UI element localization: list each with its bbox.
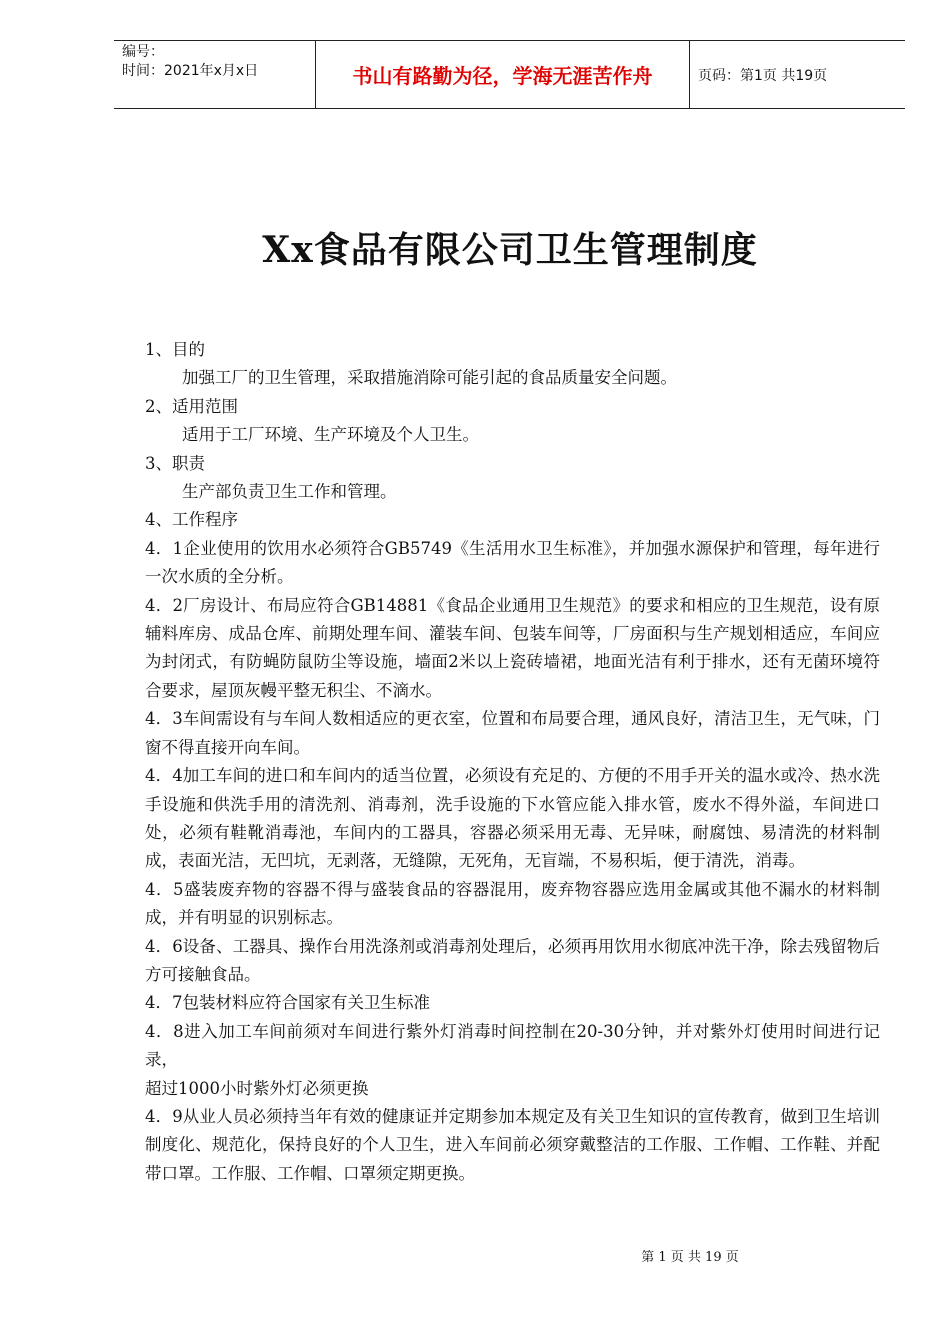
section-heading-procedure: 4、工作程序 — [145, 510, 238, 530]
doc-number-label: 编号： — [122, 44, 164, 60]
section-heading-scope: 2、适用范围 — [145, 396, 238, 416]
doc-date-label: 时间：2021年x月x日 — [122, 63, 259, 79]
section-text-purpose: 加强工厂的卫生管理，采取措施消除可能引起的食品质量安全问题。 — [182, 368, 677, 388]
section-text-responsibility: 生产部负责卫生工作和管理。 — [182, 482, 397, 502]
clause-4-5: 4．5盛装废弃物的容器不得与盛装食品的容器混用，废弃物容器应选用金属或其他不漏水的材料制成，并有明显的识别标志。 — [145, 879, 880, 928]
section-heading-responsibility: 3、职责 — [145, 453, 205, 473]
page-footer: 第 1 页 共 19 页 — [641, 1250, 739, 1265]
document-title: Xx食品有限公司卫生管理制度 — [262, 229, 758, 271]
clause-4-4: 4．4加工车间的进口和车间内的适当位置，必须设有充足的、方便的不用手开关的温水或冷、热水洗手设施和供洗手用的清洗剂、消毒剂，洗手设施的下水管应能入排水管，废水不得外溢，车间进口处，必须有鞋靴消毒池，车间内的工器具，容器必须采用无毒、无异味，耐腐蚀、易清洗的材料制成，表面光洁，无凹坑，无剥落，无缝隙，无死角，无盲端，不易积垢，便于清洗，消毒。 — [145, 766, 880, 871]
header-page-info: 页码：第1页 共19页 — [698, 67, 828, 84]
header-motto: 书山有路勤为径，学海无涯苦作舟 — [315, 41, 690, 108]
section-heading-purpose: 1、目的 — [145, 340, 205, 359]
document-body — [145, 336, 880, 1188]
clause-4-1: 4．1企业使用的饮用水必须符合GB5749《生活用水卫生标准》，并加强水源保护和管理，每年进行一次水质的全分析。 — [145, 538, 880, 587]
clause-4-7: 4．7包装材料应符合国家有关卫生标准 — [145, 993, 430, 1013]
page-header — [114, 40, 905, 109]
clause-4-6: 4．6设备、工器具、操作台用洗涤剂或消毒剂处理后，必须再用饮用水彻底冲洗干净，除去残留物后方可接触食品。 — [145, 936, 880, 984]
clause-4-9: 4．9从业人员必须持当年有效的健康证并定期参加本规定及有关卫生知识的宣传教育，做到卫生培训制度化、规范化，保持良好的个人卫生，进入车间前必须穿戴整洁的工作服、工作帽、工作鞋、并配带口罩。工作服、工作帽、口罩须定期更换。 — [145, 1106, 880, 1183]
clause-4-8-continued: 超过1000小时紫外灯必须更换 — [145, 1078, 369, 1098]
header-meta — [114, 41, 315, 108]
section-text-scope: 适用于工厂环境、生产环境及个人卫生。 — [182, 425, 479, 445]
clause-4-3: 4．3车间需设有与车间人数相适应的更衣室，位置和布局要合理，通风良好，清洁卫生，无气味，门窗不得直接开向车间。 — [145, 709, 880, 757]
clause-4-8: 4．8进入加工车间前须对车间进行紫外灯消毒时间控制在20-30分钟，并对紫外灯使用时间进行记录， — [145, 1021, 880, 1070]
clause-4-2: 4．2厂房设计、布局应符合GB14881《食品企业通用卫生规范》的要求和相应的卫生规范，设有原辅料库房、成品仓库、前期处理车间、灌装车间、包装车间等，厂房面积与生产规划相适应，车间应为封闭式，有防蝇防鼠防尘等设施，墙面2米以上瓷砖墙裙，地面光洁有利于排水，还有无菌环境符合要求，屋顶灰幔平整无积尘、不滴水。 — [145, 595, 880, 700]
